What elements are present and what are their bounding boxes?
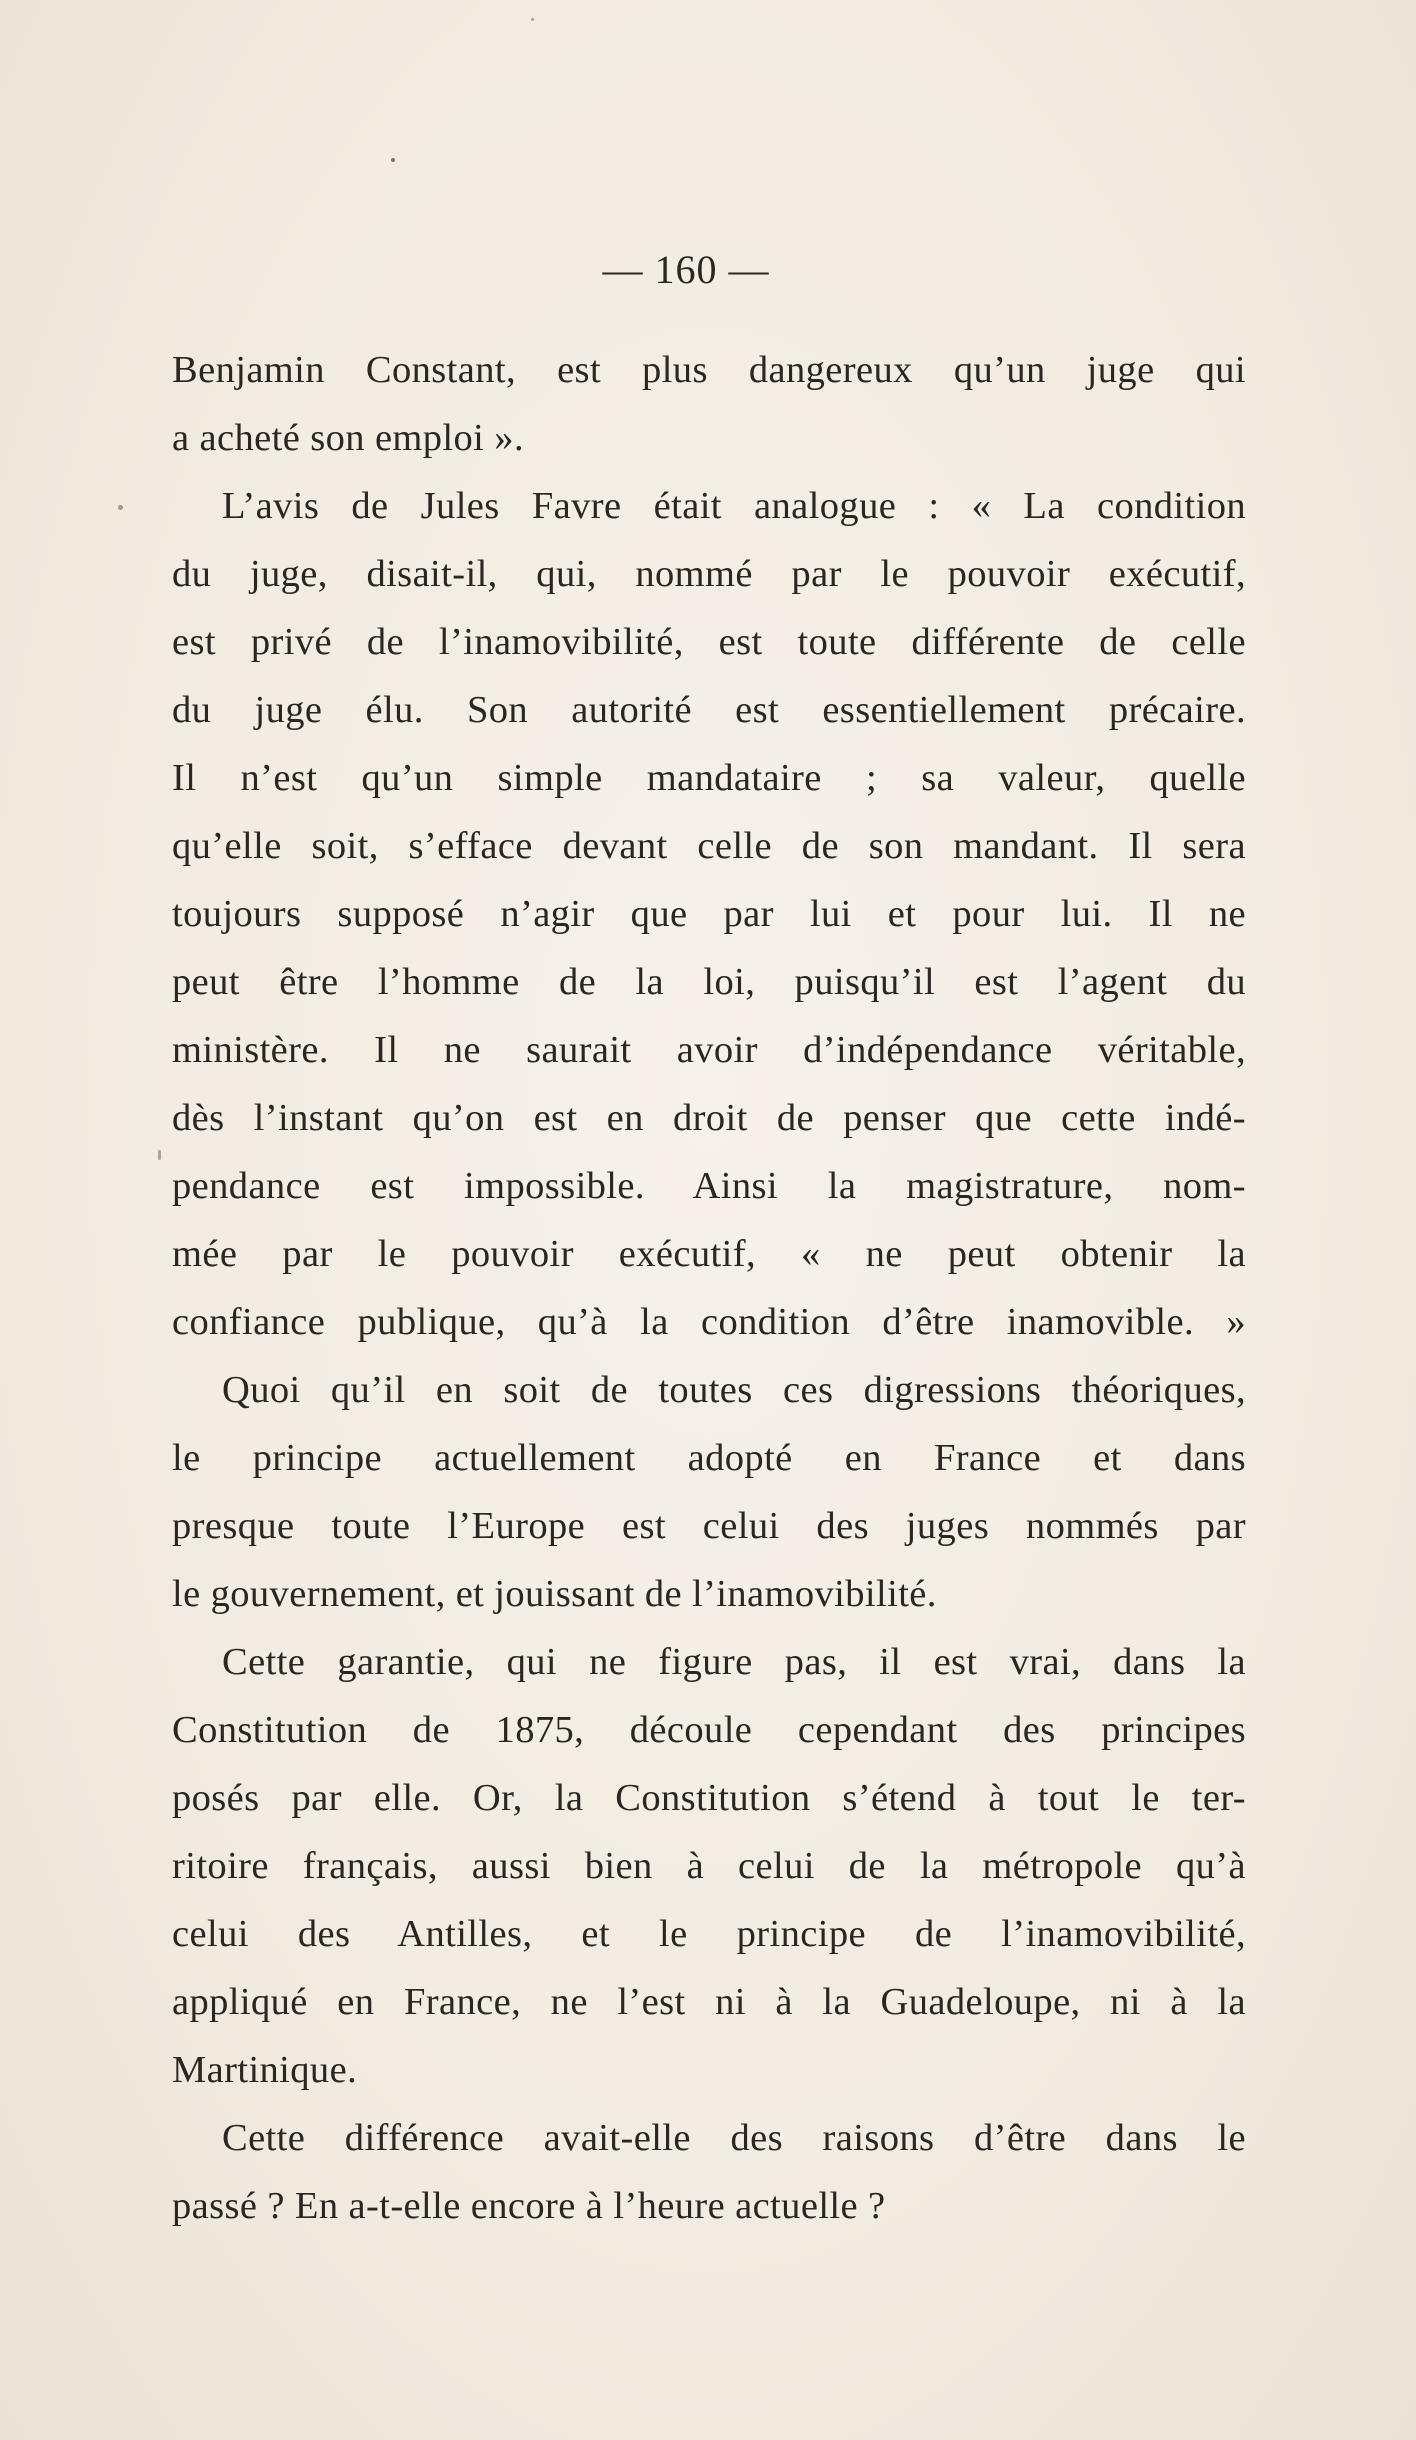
text-line: a acheté son emploi ». [172, 417, 524, 459]
text-line: Quoi qu’il en soit de toutes ces digressions théoriques, [222, 1369, 1246, 1411]
text-line: pendance est impossible. Ainsi la magistrature, nom- [172, 1165, 1246, 1207]
text-line: Cette différence avait-elle des raisons d’être dans le [222, 2117, 1246, 2159]
text-line: toujours supposé n’agir que par lui et pour lui. Il ne [172, 893, 1246, 935]
text-line: presque toute l’Europe est celui des juges nommés par [172, 1505, 1246, 1547]
text-line: est privé de l’inamovibilité, est toute différente de celle [172, 621, 1246, 663]
text-line: ritoire français, aussi bien à celui de la métropole qu’à [172, 1845, 1246, 1887]
text-line: qu’elle soit, s’efface devant celle de son mandant. Il sera [172, 825, 1246, 867]
text-line: Martinique. [172, 2049, 358, 2091]
text-line: peut être l’homme de la loi, puisqu’il est l’agent du [172, 961, 1246, 1003]
page-number: — 160 — [602, 247, 770, 292]
text-line: dès l’instant qu’on est en droit de penser que cette indé- [172, 1097, 1246, 1139]
paper-speck [531, 18, 534, 21]
text-line: mée par le pouvoir exécutif, « ne peut obtenir la [172, 1233, 1246, 1275]
text-line: Cette garantie, qui ne figure pas, il est vrai, dans la [222, 1641, 1246, 1683]
body-text [172, 336, 1246, 2240]
text-line: Il n’est qu’un simple mandataire ; sa valeur, quelle [172, 757, 1246, 799]
text-line: passé ? En a-t-elle encore à l’heure actuelle ? [172, 2185, 886, 2227]
text-line: Benjamin Constant, est plus dangereux qu’un juge qui [172, 349, 1246, 391]
paper-speck [118, 505, 123, 510]
text-line: ministère. Il ne saurait avoir d’indépendance véritable, [172, 1029, 1246, 1071]
text-line: L’avis de Jules Favre était analogue : « La condition [222, 485, 1246, 527]
text-line: le principe actuellement adopté en France et dans [172, 1437, 1246, 1479]
paper-speck [158, 1150, 161, 1160]
text-line: Constitution de 1875, découle cependant des principes [172, 1709, 1246, 1751]
text-line: du juge, disait-il, qui, nommé par le pouvoir exécutif, [172, 553, 1246, 595]
text-line: du juge élu. Son autorité est essentiellement précaire. [172, 689, 1246, 731]
text-line: le gouvernement, et jouissant de l’inamovibilité. [172, 1573, 937, 1615]
text-line: confiance publique, qu’à la condition d’être inamovible. » [172, 1301, 1246, 1343]
paper-speck [391, 158, 395, 162]
text-line: appliqué en France, ne l’est ni à la Guadeloupe, ni à la [172, 1981, 1246, 2023]
text-line: celui des Antilles, et le principe de l’inamovibilité, [172, 1913, 1246, 1955]
text-line: posés par elle. Or, la Constitution s’étend à tout le ter- [172, 1777, 1246, 1819]
